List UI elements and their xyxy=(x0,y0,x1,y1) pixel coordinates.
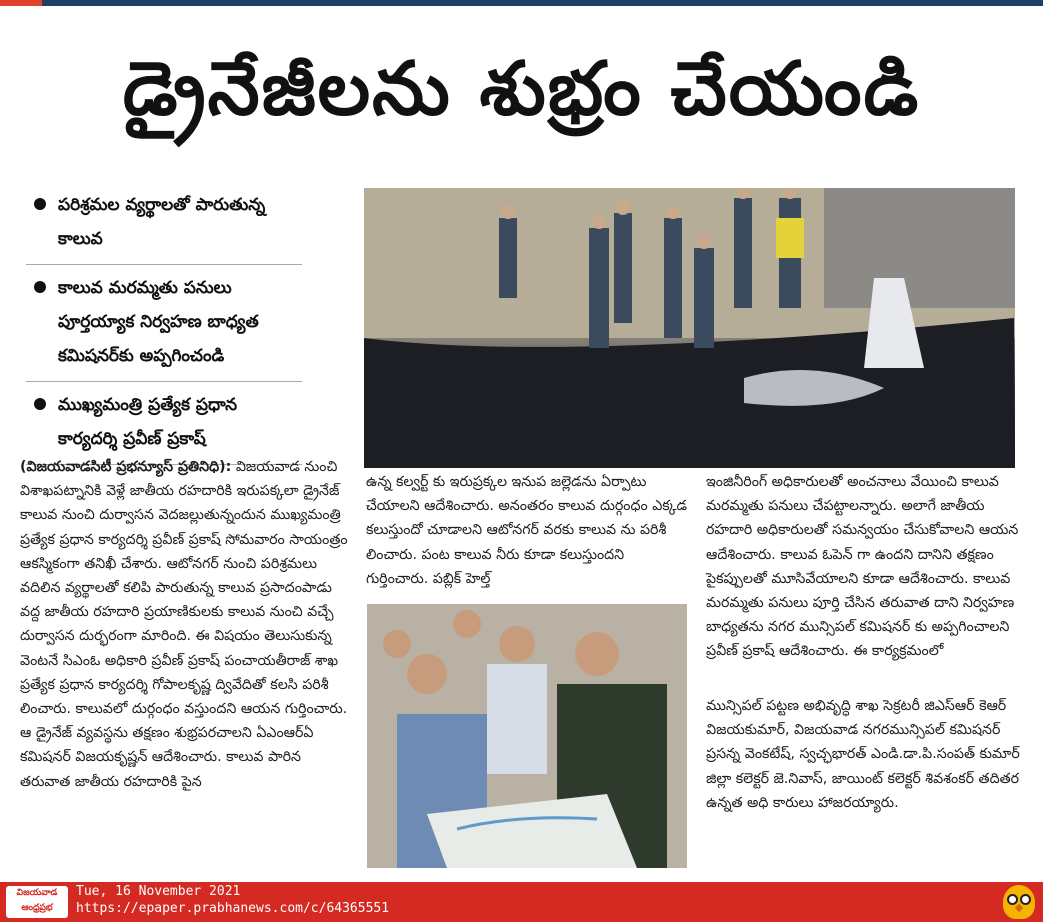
highlight-text: కాలువ మరమ్మతు పనులు పూర్తయ్యాక నిర్వహణ బాధ్యత కమిషనర్‌కు అప్పగించండి xyxy=(58,278,259,366)
highlights-list xyxy=(26,182,302,465)
photo-illustration xyxy=(367,604,687,868)
top-bar xyxy=(0,0,1043,6)
clip-url-link[interactable]: https://epaper.prabhanews.com/c/64365551 xyxy=(76,901,390,916)
article-dateline: (విజయవాడసిటీ ప్రభన్యూస్ ప్రతినిధి): xyxy=(20,459,232,475)
article-column-1 xyxy=(20,455,348,794)
highlight-text: ముఖ్యమంత్రి ప్రత్యేక ప్రధాన కార్యదర్శి ప్రవీణ్ ప్రకాష్ xyxy=(58,395,238,449)
article-column-3-continued xyxy=(706,694,1024,815)
logo-edition-text: విజయవాడ xyxy=(16,888,58,898)
edition-date: Tue, 16 November 2021 xyxy=(76,884,241,899)
headline: డ్రైనేజీలను శుభ్రం చేయండి xyxy=(122,46,921,132)
article-text: మున్సిపల్ పట్టణ అభివృద్ధి శాఖ సెక్రటరీ జిఎస్ఆర్ కెఆర్ విజయకుమార్, విజయవాడ నగరమున్సిపల్ కమిషనర్ ప్రసన్న వెంకటేష్, స్వచ్ఛభారత్ ఎండి.డా.పి.సంపత్ కుమార్ జిల్లా కలెక్టర్ జె.నివాస్, జాయింట్ కలెక్టర్ శివశంకర్ తదితర ఉన్నత అధి కారులు హాజరయ్యారు. xyxy=(706,698,1020,811)
publication-logo[interactable] xyxy=(6,886,68,918)
epaper-footer xyxy=(0,882,1043,922)
officials-reviewing-map-photo xyxy=(367,604,687,868)
photo-illustration xyxy=(364,188,1015,468)
highlight-text: పరిశ్రమల వ్యర్థాలతో పారుతున్న కాలువ xyxy=(58,195,266,249)
article-column-3 xyxy=(706,470,1024,664)
article-column-2 xyxy=(366,470,688,591)
highlight-item xyxy=(26,182,302,265)
highlight-item xyxy=(26,382,302,465)
bullet-icon xyxy=(34,281,46,293)
drain-inspection-photo xyxy=(364,188,1015,468)
article-text: ఉన్న కల్వర్ట్ కు ఇరుప్రక్కల ఇనుప జల్లెడను ఏర్పాటు చేయాలని ఆదేశించారు. అనంతరం కాలువ దుర్గంధం ఎక్కడ కలుస్తుందో చూడాలని ఆటోనగర్ వరకు కాలువ ను పరిశీ లించారు. పంట కాలువ నీరు కూడా కలుస్తుందని గుర్తించారు. పబ్లిక్ హెల్త్ xyxy=(366,474,688,587)
highlight-item xyxy=(26,265,302,382)
owl-icon xyxy=(1003,885,1035,919)
article-text: ఇంజినీరింగ్ అధికారులతో అంచనాలు వేయించి కాలువ మరమ్మతు పనులు చేపట్టాలన్నారు. అలాగే జాతీయ రహదారి అధికారులతో సమన్వయం చేసుకోవాలని ఆయన ఆదేశించారు. కాలువ ఓపెన్ గా ఉందని దానిని తక్షణం పైకప్పులతో మూసివేయాలని కూడా ఆదేశించారు. కాలువ మరమ్మతు పనులు పూర్తి చేసిన తరువాత దాని నిర్వహణ బాధ్యతను నగర మున్సిపల్ కమిషనర్ కు అప్పగించాలని ప్రవీణ్ ప్రకాష్ ఆదేశించారు. ఈ కార్యక్రమంలో xyxy=(706,474,1019,660)
top-bar-accent xyxy=(0,0,42,6)
bullet-icon xyxy=(34,398,46,410)
logo-brand-text: ఆంధ్రప్రభ xyxy=(21,903,53,913)
article-text: విజయవాడ నుంచి విశాఖపట్నానికి వెళ్లే జాతీయ రహదారికి ఇరుపక్కలా డ్రైనేజ్ కాలువ నుంచి దుర్వాసన వెదజల్లుతున్నందున ముఖ్యమంత్రి ప్రత్యేక ప్రధాన కార్యదర్శి ప్రవీణ్ ప్రకాష్ సోమవారం సాయంత్రం ఆకస్మికంగా తనిఖీ చేశారు. ఆటోనగర్ నుంచి పరిశ్రమలు వదిలిన వ్యర్థాలతో కలిపి పారుతున్న కాలువ ప్రసాదంపాడు వద్ద జాతీయ రహదారి ప్రయాణికులకు కాలువ నుంచి వచ్చే దుర్వాసన దుర్భరంగా మారింది. ఈ విషయం తెలుసుకున్న వెంటనే సిఎంఓ అధికారి ప్రవీణ్ ప్రకాష్ పంచాయతీరాజ్ శాఖ ప్రత్యేక ప్రధాన కార్యదర్శి గోపాలకృష్ణ ద్వివేదితో కలసి పరిశీ లించారు. కాలువలో దుర్గంధం వస్తుందని ఆయన గుర్తించారు. ఆ డ్రైనేజ్ వ్యవస్థను తక్షణం శుభ్రపరచాలని ఏఎంఆర్ఏ కమిషనర్ విజయకృష్ణన్ ఆదేశించారు. కాలువ పారిన తరువాత జాతీయ రహదారికి పైన xyxy=(20,459,348,790)
bullet-icon xyxy=(34,198,46,210)
